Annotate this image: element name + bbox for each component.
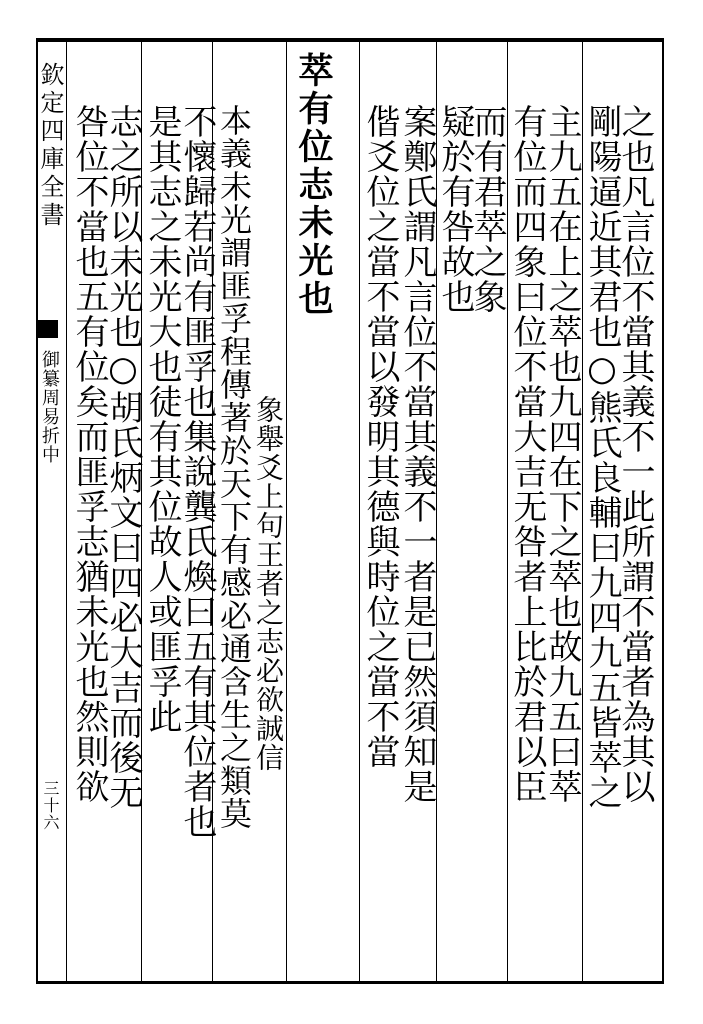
text-column-1: 之也凡言位不當其義不一此所謂不當者為其以 (615, 104, 655, 804)
text-column-5: 而有君萃之象 (467, 104, 507, 314)
text-column-6: 疑於有咎故也 (435, 104, 475, 314)
column-rule (286, 38, 287, 984)
text-column-12: 志之所以未光也○胡氏炳文曰四必大吉而後无 (103, 104, 143, 810)
text-column-8: 偕爻位之當不當以發明其德與時位之當不當 (360, 104, 400, 769)
text-column-4: 有位而四象曰位不當大吉无咎者上比於君以臣 (507, 104, 547, 804)
margin-page-number: 三十六 (41, 780, 60, 831)
margin-collection-title: 欽定四庫全書 (36, 62, 64, 230)
margin-rule (66, 38, 67, 984)
text-column-10: 不懷歸若尚有匪孚也集說龔氏煥曰五有其位者也 (177, 104, 217, 839)
fishtail-mark (36, 320, 58, 338)
text-column-2: 剛陽逼近其君也○熊氏良輔曰九四九五皆萃之 (582, 104, 622, 810)
text-column-3: 主九五在上之萃也九四在下之萃也故九五曰萃 (542, 104, 582, 804)
text-column-13: 咎位不當也五有位矣而匪孚志猶未光也然則欲 (69, 104, 109, 804)
text-column-7: 案鄭氏謂凡言位不當其義不一者是已然須知是 (397, 104, 437, 804)
classic-text-column: 萃有位志未光也 (293, 52, 334, 318)
margin-book-title: 御纂周易折中 (39, 350, 60, 464)
interlinear-note: 象舉爻上句王者之志必欲誠信 (252, 395, 285, 772)
text-column-11: 是其志之未光大也徒有其位故人或匪孚此 (142, 104, 182, 734)
text-column-9: 本義未光謂匪孚程傳著於天下有感必通含生之類莫 (215, 104, 253, 830)
